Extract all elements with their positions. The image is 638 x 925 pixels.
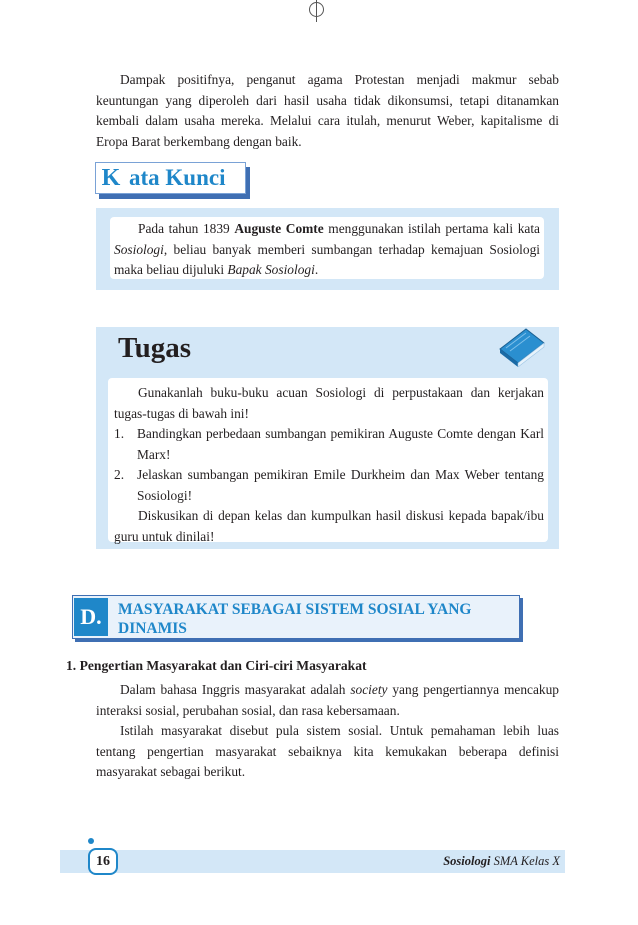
tugas-item xyxy=(114,465,544,506)
kk-text-mid2: , beliau banyak memberi sumbangan terhadap kemajuan Sosiologi maka beliau dijuluki xyxy=(114,241,540,277)
tugas-item-number: 2. xyxy=(114,467,125,482)
tugas-title: Tugas xyxy=(118,332,192,364)
p1-term: society xyxy=(350,682,388,697)
subsection-paragraph-1 xyxy=(96,680,559,721)
tugas-item-text: Bandingkan perbedaan sumbangan pemikiran Auguste Comte dengan Karl Marx! xyxy=(137,426,544,462)
kk-text-mid1: menggunakan istilah pertama kali kata xyxy=(323,221,540,236)
footer-class: SMA Kelas X xyxy=(490,854,560,868)
tugas-content xyxy=(114,383,544,547)
p1-pre: Dalam bahasa Inggris masyarakat adalah xyxy=(120,682,351,697)
kk-text-end: . xyxy=(314,262,319,277)
subsection-paragraph-2: Istilah masyarakat disebut pula sistem sosial. Untuk pemahaman lebih luas tentang pengertian masyarakat sebaiknya kita kemukakan beberapa definisi masyarakat sebagai berikut. xyxy=(96,723,559,779)
section-letter: D. xyxy=(74,598,108,636)
tugas-list xyxy=(114,424,544,506)
tugas-intro: Gunakanlah buku-buku acuan Sosiologi di perpustakaan dan kerjakan tugas-tugas di bawah ini! xyxy=(114,385,544,421)
kk-text-name: Auguste Comte xyxy=(234,221,324,236)
page-number: 16 xyxy=(88,848,118,875)
footer-book-title xyxy=(385,851,560,871)
kk-text-nick: Bapak Sosiologi xyxy=(227,262,315,277)
kata-kunci-title: ata Kunci xyxy=(129,165,226,190)
kata-kunci-initial: K xyxy=(96,163,126,193)
tugas-closing: Diskusikan di depan kelas dan kumpulkan hasil diskusi kepada bapak/ibu guru untuk dinilai! xyxy=(114,508,544,544)
subsection-heading: 1. Pengertian Masyarakat dan Ciri-ciri Masyarakat xyxy=(66,658,367,673)
tugas-item xyxy=(114,424,544,465)
tugas-item-text: Jelaskan sumbangan pemikiran Emile Durkheim dan Max Weber tentang Sosiologi! xyxy=(137,467,544,503)
crop-mark-circle xyxy=(309,2,324,17)
kata-kunci-text xyxy=(114,219,540,281)
tugas-item-number: 1. xyxy=(114,426,125,441)
intro-paragraph: Dampak positifnya, penganut agama Protestan menjadi makmur sebab keuntungan yang diperoleh dari hasil usaha tidak dikonsumsi, tetapi ditanamkan kembali dalam usaha mereka. Melalui cara itulah, menurut Weber, kapitalisme di Eropa Barat berkembang dengan baik. xyxy=(96,72,559,149)
section-title: MASYARAKAT SEBAGAI SISTEM SOSIAL YANG DINAMIS xyxy=(118,601,472,637)
book-icon xyxy=(496,323,546,367)
page-dot-icon xyxy=(88,838,94,844)
kk-text-pre: Pada tahun 1839 xyxy=(138,221,235,236)
footer-subject: Sosiologi xyxy=(443,854,491,868)
kk-text-term: Sosiologi xyxy=(114,241,164,257)
p1-post: yang pengertiannya mencakup interaksi sosial, perubahan sosial, dan rasa kebersamaan. xyxy=(96,682,559,718)
kata-kunci-header xyxy=(95,162,246,194)
